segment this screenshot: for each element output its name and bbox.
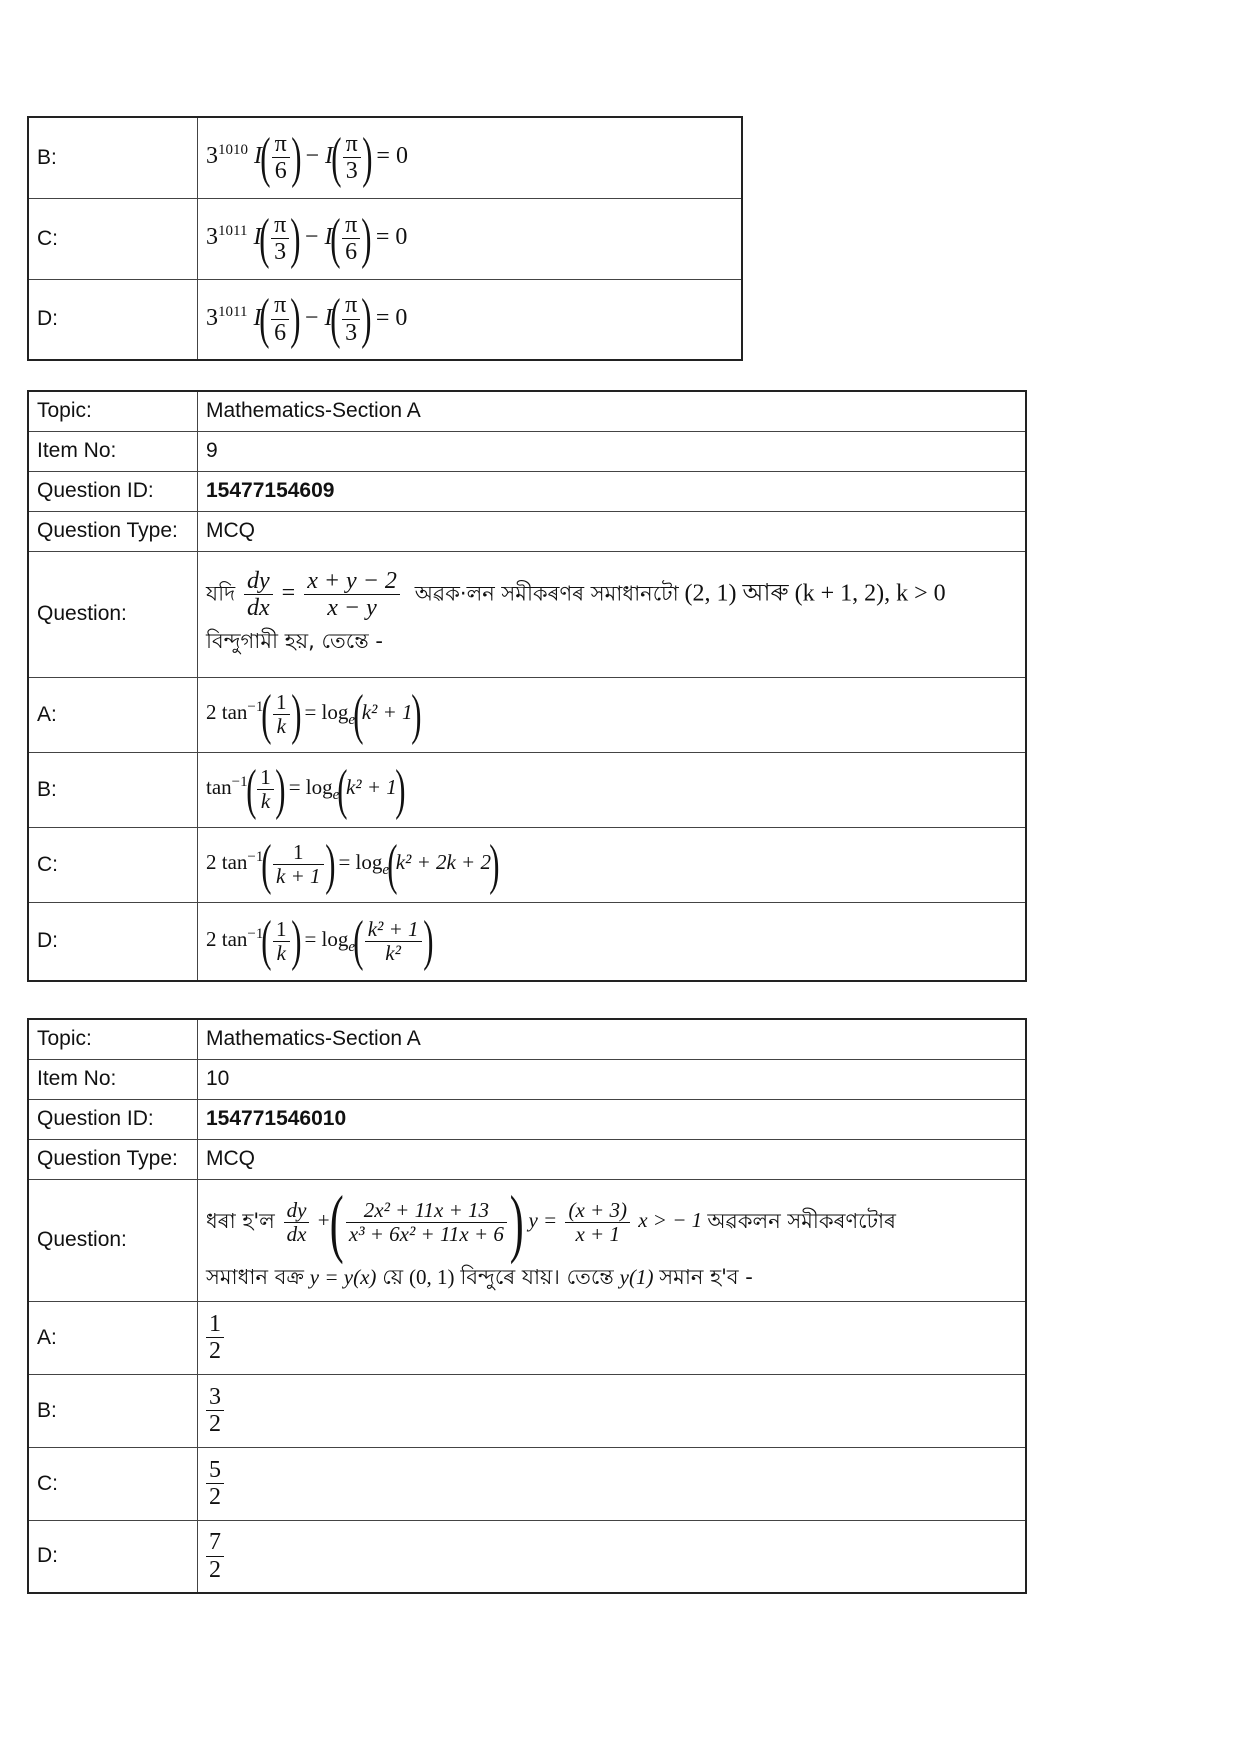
option-label: B:	[28, 117, 198, 198]
option-label: D:	[28, 1520, 198, 1593]
item-value: 10	[198, 1059, 1027, 1099]
topic-row	[28, 1019, 1026, 1059]
question-row	[28, 551, 1026, 677]
option-row-d	[28, 902, 1026, 981]
question-type-label: Question Type:	[28, 511, 198, 551]
option-expression: 2 $\tan^{-1}$( $\frac{1}{k}$ ) = $\log_e$( $\frac{\text{k² + 1}}{\text{k²}}$ )	[198, 902, 1027, 981]
question-type-row	[28, 1139, 1026, 1179]
question-type-value: MCQ	[198, 511, 1027, 551]
option-expression: $\tan^{-1}$( $\frac{1}{k}$ ) = $\log_e(k^2 + 1)$	[198, 752, 1027, 827]
question-text: ধৰা হ'ল $\frac{dy}{dx}$ +( $\frac{\text{2x² + 11x + 13}}{\text{x³ + 6x² + 11x + 6}}$ ) y = $\frac{(x + 3)}{x + 1}$ x > − 1 অৱকলন সমীকৰণটোৰ সমাধান বক্ৰ y = y(x) য়ে (0, 1) বিন্দুৰে যায়। তেন্তে y(1) সমান হ'ব -	[198, 1179, 1027, 1301]
option-row-b	[28, 752, 1026, 827]
option-label: D:	[28, 902, 198, 981]
question-id-label: Question ID:	[28, 1099, 198, 1139]
option-row-a	[28, 677, 1026, 752]
option-expression: 2 $\tan^{-1}$( $\frac{1}{k + 1}$ ) = $\log_e(k^2 + 2k + 2)$	[198, 827, 1027, 902]
option-expression: $3^{1010}$ I( $\frac{\pi}{6}$ ) − I( $\frac{\pi}{3}$ ) = 0	[198, 117, 743, 198]
question-type-row	[28, 511, 1026, 551]
question-id-label: Question ID:	[28, 471, 198, 511]
option-label: A:	[28, 677, 198, 752]
question-text: যদি $\frac{dy}{dx}$ = $\frac{x + y - 2}{x - y}$ অৱক·লন সমীকৰণৰ সমাধানটো (2, 1) আৰু (k + 1, 2), k > 0 বিন্দুগামী হয়, তেন্তে -	[198, 551, 1027, 677]
question-type-value: MCQ	[198, 1139, 1027, 1179]
option-label: D:	[28, 279, 198, 360]
question-type-label: Question Type:	[28, 1139, 198, 1179]
option-label: C:	[28, 827, 198, 902]
item-row	[28, 1059, 1026, 1099]
question-label: Question:	[28, 1179, 198, 1301]
option-row-a	[28, 1301, 1026, 1374]
question-10-table	[27, 1018, 1027, 1594]
item-label: Item No:	[28, 431, 198, 471]
question-label: Question:	[28, 551, 198, 677]
question-id-value: 15477154609	[198, 471, 1027, 511]
topic-value: Mathematics-Section A	[198, 391, 1027, 431]
option-row-c	[28, 1447, 1026, 1520]
option-row-d	[28, 1520, 1026, 1593]
option-expression: $3^{1011}$ I( $\frac{\pi}{3}$ ) − I( $\frac{\pi}{6}$ ) = 0	[198, 198, 743, 279]
topic-label: Topic:	[28, 391, 198, 431]
option-label: A:	[28, 1301, 198, 1374]
option-row-c	[28, 827, 1026, 902]
question-9-table	[27, 390, 1027, 982]
option-value: $\frac{1}{2}$	[198, 1301, 1027, 1374]
item-label: Item No:	[28, 1059, 198, 1099]
option-expression: $3^{1011}$ I( $\frac{\pi}{6}$ ) − I( $\frac{\pi}{3}$ ) = 0	[198, 279, 743, 360]
question-id-value: 154771546010	[198, 1099, 1027, 1139]
item-value: 9	[198, 431, 1027, 471]
option-label: B:	[28, 1374, 198, 1447]
option-row-c	[28, 198, 742, 279]
option-label: C:	[28, 198, 198, 279]
question-id-row	[28, 471, 1026, 511]
option-row-b	[28, 117, 742, 198]
option-row-d	[28, 279, 742, 360]
option-value: $\frac{3}{2}$	[198, 1374, 1027, 1447]
question-id-row	[28, 1099, 1026, 1139]
topic-row	[28, 391, 1026, 431]
option-label: B:	[28, 752, 198, 827]
option-value: $\frac{5}{2}$	[198, 1447, 1027, 1520]
question-row	[28, 1179, 1026, 1301]
topic-label: Topic:	[28, 1019, 198, 1059]
option-expression: 2 $\tan^{-1}$( $\frac{1}{k}$ ) = $\log_e(k^2 + 1)$	[198, 677, 1027, 752]
item-row	[28, 431, 1026, 471]
prev-options-table	[27, 116, 743, 361]
option-row-b	[28, 1374, 1026, 1447]
topic-value: Mathematics-Section A	[198, 1019, 1027, 1059]
option-label: C:	[28, 1447, 198, 1520]
option-value: $\frac{7}{2}$	[198, 1520, 1027, 1593]
